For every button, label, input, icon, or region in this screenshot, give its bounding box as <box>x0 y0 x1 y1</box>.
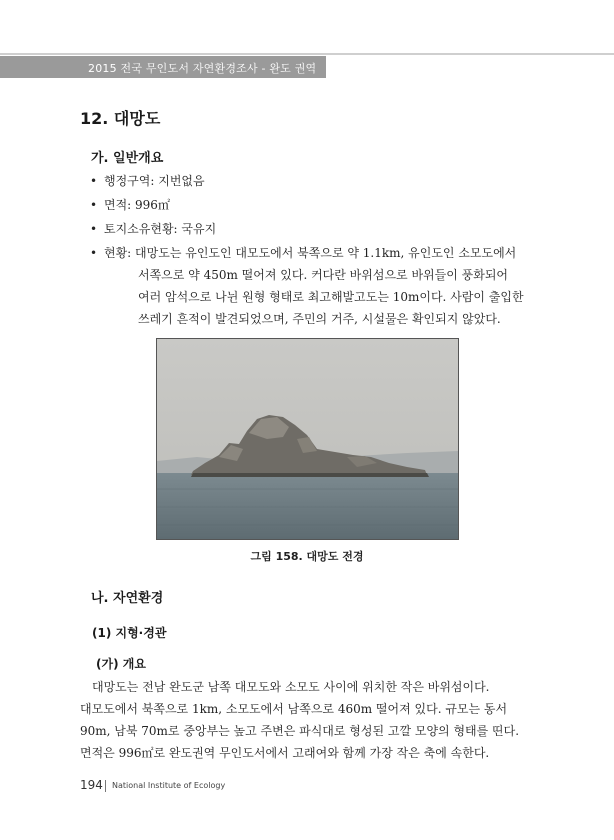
topography-title: (1) 지형·경관 <box>92 626 167 640</box>
general-overview-title: 가. 일반개요 <box>91 151 164 166</box>
natural-environment-title: 나. 자연환경 <box>91 591 164 606</box>
figure-caption: 그림 158. 대망도 전경 <box>250 550 364 563</box>
running-header: 2015 전국 무인도서 자연환경조사 - 완도 권역 <box>88 62 317 75</box>
bullet-land-ownership: • 토지소유현황: 국유지 <box>90 222 217 236</box>
island-photo-illustration <box>157 339 458 539</box>
bullet-area: • 면적: 996㎡ <box>90 198 170 212</box>
bullet-icon: • <box>90 174 98 188</box>
overview-line-1: 대망도는 전남 완도군 남쪽 대모도와 소모도 사이에 위치한 작은 바위섬이다. <box>92 680 490 694</box>
header-rule <box>0 53 614 55</box>
status-line-2: 서쪽으로 약 450m 떨어져 있다. 커다란 바위섬으로 바위들이 풍화되어 <box>138 268 509 282</box>
island-photo <box>156 338 459 540</box>
bullet-icon: • <box>90 222 98 236</box>
status-line-4: 쓰레기 흔적이 발견되었으며, 주민의 거주, 시설물은 확인되지 않았다. <box>138 312 501 326</box>
bullet-icon: • <box>90 198 98 212</box>
overview-title: (가) 개요 <box>96 657 146 671</box>
overview-line-2: 대모도에서 북쪽으로 1km, 소모도에서 남쪽으로 460m 떨어져 있다. 규모는 동서 <box>80 702 508 716</box>
section-title: 12. 대망도 <box>80 109 161 128</box>
overview-line-4: 면적은 996㎡로 완도권역 무인도서에서 고래여와 함께 가장 작은 축에 속한다. <box>80 746 490 760</box>
status-line-3: 여러 암석으로 나뉜 원형 형태로 최고해발고도는 10m이다. 사람이 출입한 <box>138 290 524 304</box>
overview-line-3: 90m, 남북 70m로 중앙부는 높고 주변은 파식대로 형성된 고깔 모양의 형태를 띤다. <box>80 724 520 738</box>
footer-institute: National Institute of Ecology <box>112 781 226 790</box>
page-number: 194 <box>80 778 103 792</box>
footer-divider <box>105 780 106 792</box>
bullet-admin-district: • 행정구역: 지번없음 <box>90 174 205 188</box>
bullet-icon: • <box>90 246 98 260</box>
bullet-status: • 현황: 대망도는 유인도인 대모도에서 북쪽으로 약 1.1km, 유인도인 소모도에서 <box>90 246 517 260</box>
